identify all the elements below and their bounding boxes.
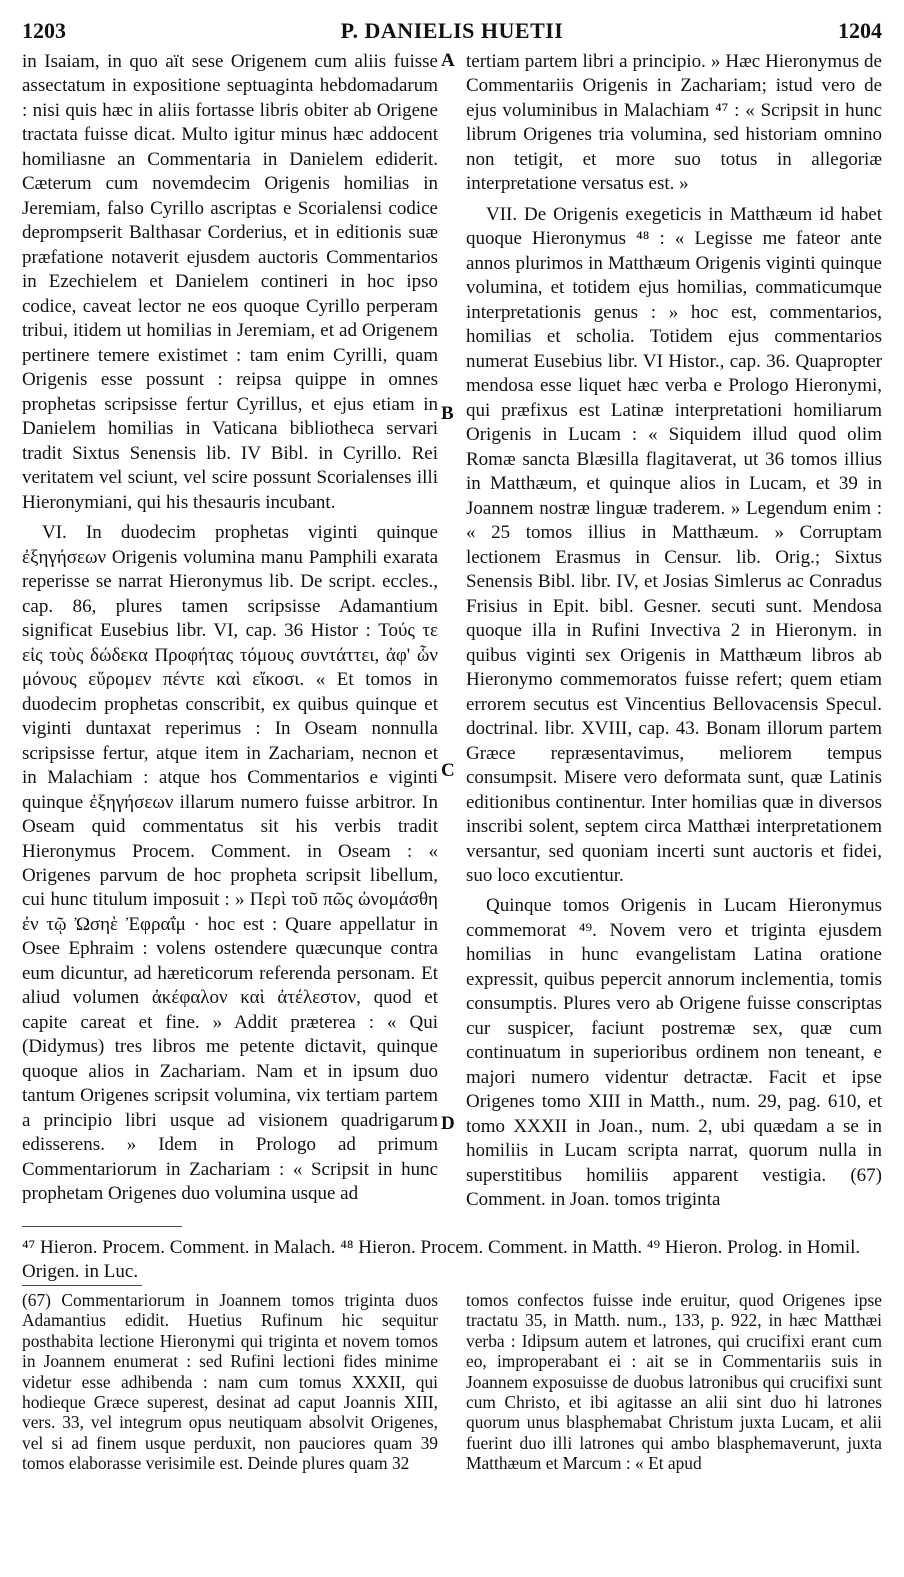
left-paragraph-2: VI. In duodecim prophetas viginti quinque ἐξηγήσεων Origenis volumina manu Pamphili exarata reperisse se narrat Hieronymus lib. De script. eccles., cap. 86, plures tamen scripsisse Adamantium significat Eusebius libr. VI, cap. 36 Histor : Τούς τε εἰς τοὺς δώδεκα Προφήτας τόμους συντάττει, ἀφ' ὧν μόνους εὕρομεν πέντε καὶ εἴκοσι. « Et tomos in duodecim prophetas conscribit, ex quibus quinque et viginti duntaxat reperimus : In Oseam nonnulla scripsisse fertur, atque item in Zachariam, necnon et in Malachiam : atque hos Commentarios e viginti quinque ἐξηγήσεων illarum numero fuisse arbitror. In Oseam quid commentatus sit his verbis tradit Hieronymus Procem. Comment. in Oseam : « Origenes parvum de hoc propheta scripsit libellum, cui hunc titulum imposuit : » Περὶ τοῦ πῶς ὠνομάσθη ἐν τῷ Ὠσηὲ Ἐφραΐμ · hoc est : Quare appellatur in Osee Ephraim : volens ostendere quæcunque contra eum dicuntur, ad hæreticorum referenda personam. Et aliud volumen ἀκέφαλον καὶ ἀτέλεστον, quod et capite careat et fine. » Addit præterea : « Qui (Didymus) tres libros me petente dictavit, quinque quoque alios in Zachariam. Nam et in ipsum duo tantum Origenes scripsit volumina, vix tertiam partem a principio libri usque ad visionem quadrigarum edisserens. » Idem in Prologo ad primum Commentariorum in Zachariam : « Scripsit in hunc prophetam Origenes duo volumina usque ad bbox=[22, 522, 438, 1205]
page-number-right: 1204 bbox=[838, 18, 882, 43]
right-column bbox=[466, 50, 882, 1212]
margin-letter-c: C bbox=[441, 760, 455, 781]
right-paragraph-2: VII. De Origenis exegeticis in Matthæum id habet quoque Hieronymus ⁴⁸ : « Legisse me fateor ante annos plurimos in Matthæum Origenis viginti quinque volumina, et totidem ejus homilias, commaticumque interpretationis genus : » hoc est, commentarios, homilias et scholia. Totidem ejus commentarios numerat Eusebius libr. VI Histor., cap. 36. Quapropter mendosa esse liquet hæc verba e Prologo Hieronymi, qui præfixus est Latinæ interpretationi homiliarum Origenis in Lucam : « Siquidem illud quod olim Romæ sancta Blæsilla flagitaverat, ut 36 tomos illius in Matthæum, et quinque alios in Lucam, et 39 in Joannem nostræ linguæ traderem. » Legendum enim : « 25 tomos illius in Matthæum. » Corruptam lectionem Erasmus in Censur. lib. Orig.; Sixtus Senensis Bibl. libr. IV, et Josias Simlerus ac Conradus Frisius in Epit. bibl. Gesner. secuti sunt. Mendosa quoque illa in Rufini Invectiva 2 in Hieronym. in quibus viginti sex Origenis in Matthæum libros ab Hieronymo commemoratos fuisse refert; quem etiam errorem secutus est Vincentius Bellovacensis Specul. doctrinal. libr. XVIII, cap. 43. Bonam illorum partem Græce repræsentavimus, meliorem tempus consumpsit. Misere vero deformata sunt, quæ Latinis editionibus continentur. Inter homilias quæ in diversos inscribi solent, septem circa Matthæi interpretationem versantur, sed quoniam incerti sunt auctoris et fidei, suo loco excutientur. bbox=[466, 203, 882, 886]
left-column bbox=[22, 50, 438, 1212]
right-paragraph-1: tertiam partem libri a principio. » Hæc Hieronymus de Commentariis Origenis in Zachariam; istud vero de ejus voluminibus in Malachiam ⁴⁷ : « Scripsit in hunc librum Origenes tria volumina, sed historiam omnino non tetigit, et more suo totus in allegoriæ interpretatione versatus est. » bbox=[466, 51, 882, 195]
reference-notes: ⁴⁷ Hieron. Procem. Comment. in Malach. ⁴⁸ Hieron. Procem. Comment. in Matth. ⁴⁹ Hieron. Prolog. in Homil. Origen. in Luc. bbox=[22, 1237, 861, 1282]
margin-letter-a: A bbox=[441, 50, 455, 71]
margin-letter-b: B bbox=[441, 403, 454, 424]
footnote-left-column bbox=[22, 1290, 438, 1571]
margin-letter-d: D bbox=[441, 1113, 455, 1134]
footnote-divider bbox=[22, 1285, 142, 1286]
notes-divider bbox=[22, 1226, 182, 1227]
footnote-right-text: tomos confectos fuisse inde eruitur, quod Origenes ipse tractatu 35, in Matth. num., 133, p. 922, in hæc Matthæi verba : Idipsum autem et latrones, qui crucifixi erant cum eo, improperabant ei : ait se in Commentariis suis in Joannem exposuisse de duobus latronibus qui crucifixi sunt cum Christo, et ibi agitasse an alii sint duo hi latrones quorum unus blasphemabat Christum juxta Lucam, et alii fuerint duo illi latrones qui ambo blasphemaverunt, juxta Matthæum et Marcum : « Et apud bbox=[466, 1290, 882, 1474]
running-title: P. DANIELIS HUETII bbox=[340, 18, 564, 43]
page-header bbox=[22, 10, 882, 46]
page-number-left: 1203 bbox=[22, 18, 66, 43]
footnote-right-column bbox=[466, 1290, 882, 1571]
left-paragraph-1: in Isaiam, in quo aït sese Origenem cum aliis fuisse assectatum in expositione septuaginta hebdomadarum : nisi quis hæc in aliis fortasse libris obiter ab Origene tractata fuisse dicat. Multo igitur minus hæc addocent homiliasne an Commentaria in Danielem ediderit. Cæterum cum novemdecim Origenis homilias in Jeremiam, falso Cyrillo ascriptas e Scorialensi codice deprompserit Balthasar Corderius, et in editionis suæ præfatione notaverit ejusdem auctoris Commentarios in Ezechielem et Danielem contineri in hoc ipso codice, caveat lector ne eos quoque Cyrillo perperam tribui, itidem ut homilias in Jeremiam, et ad Origenem pertinere temere existimet : tam enim Cyrilli, quam Origenis esse possunt : reipsa quippe in omnes prophetas scripsisse fertur Cyrillus, et ejus etiam in Danielem homilias in Vaticana bibliotheca servari tradit Sixtus Senensis lib. IV Bibl. in Cyrillo. Rei veritatem vel sciunt, vel scire possunt Scorialenses illi Hieronymiani, qui his thesauris incubant. bbox=[22, 51, 438, 513]
footnote-left-text: (67) Commentariorum in Joannem tomos triginta duos Adamantius edidit. Huetius Rufinum hic sequitur posthabita lectione Hieronymi qui triginta et novem tomos in Joannem enumerat : sed Rufini lectioni fides minime videtur esse adhibenda : nam cum tomus XXXII, qui hodieque Græce superest, desinat ad caput Joannis XIII, vers. 33, vel integrum opus neutiquam absolvit Origenes, vel si ad finem usque perduxit, non pauciores quam 39 tomos elaborasse verisimile est. Deinde plures quam 32 bbox=[22, 1290, 438, 1474]
right-paragraph-3: Quinque tomos Origenis in Lucam Hieronymus commemorat ⁴⁹. Novem vero et triginta ejusdem homilias in hunc evangelistam Latina oratione expressit, quibus pepercit annorum inclementia, tomis consumptis. Plures vero ab Origene fuisse conscriptas cur suspicer, faciunt postremæ sex, quæ cum continuatum in superioribus ordinem non teneant, e majori numero videntur detractæ. Facit et ipse Origenes tomo XIII in Matth., num. 29, pag. 610, et tomo XXXII in Joan., num. 2, ubi quædam a se in homiliis in Lucam scripta narrat, quorum nulla in superstitibus homiliis apparent vestigia. (67) Comment. in Joan. tomos triginta bbox=[466, 895, 882, 1211]
